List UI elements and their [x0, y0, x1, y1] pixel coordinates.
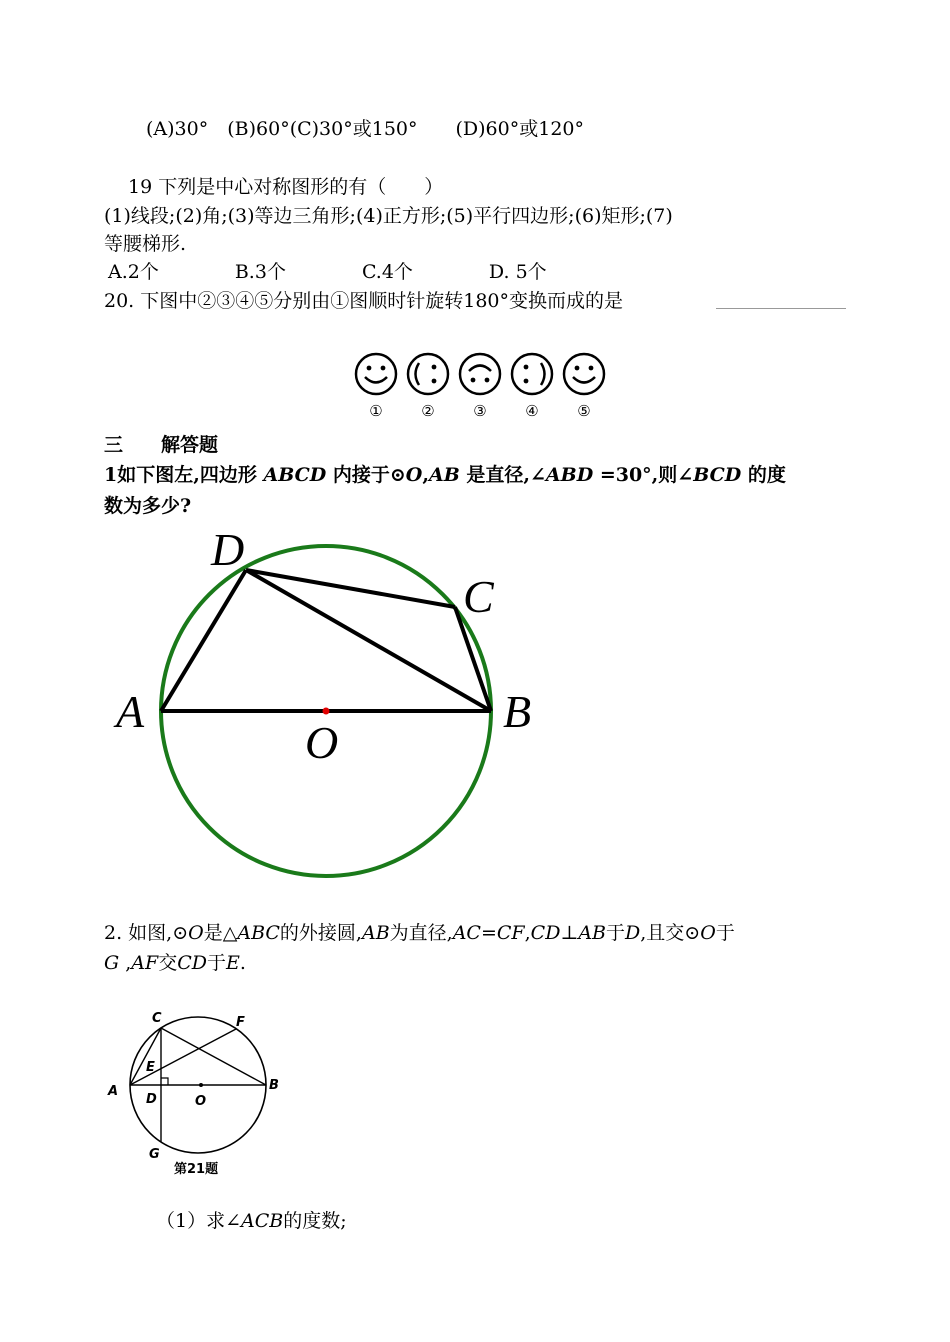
p1-abd: ABD	[545, 464, 594, 486]
p2-text-h: 于	[715, 922, 735, 944]
section-heading: 三 解答题	[104, 434, 219, 456]
p2-g: G	[104, 952, 120, 974]
p2-ab: AB	[361, 922, 390, 944]
p2-text-f: 于	[606, 922, 626, 944]
p1-text-e: 的度	[741, 464, 786, 486]
label-b: B	[503, 686, 532, 737]
problem1-line1	[104, 460, 786, 487]
p2-o: O	[188, 922, 204, 944]
q19-options: A.2个 B.3个 C.4个 D. 5个	[108, 261, 547, 283]
p1-ab: AB	[428, 464, 460, 486]
label-c: C	[463, 571, 494, 622]
smiley-faces-figure	[350, 348, 610, 426]
problem2-sub1	[156, 1206, 347, 1233]
q19-stem: 19 下列是中心对称图形的有（ ）	[128, 176, 444, 198]
p2-text-2a: ,	[119, 952, 132, 974]
smiley-face-1	[356, 354, 396, 394]
fig2-center-point	[199, 1083, 203, 1087]
fig2-label-a: A	[108, 1084, 119, 1099]
p2-text-d: 为直径,	[389, 922, 453, 944]
face-label-1: ①	[369, 402, 383, 420]
figure1-circle-quadrilateral	[100, 520, 560, 890]
p2-cd2: CD	[177, 952, 207, 974]
p1-text-c: 是直径,∠	[459, 464, 546, 486]
fig2-label-e: E	[146, 1060, 155, 1075]
face-label-2: ②	[421, 402, 435, 420]
q19-items-line1: (1)线段;(2)角;(3)等边三角形;(4)正方形;(5)平行四边形;(6)矩形;(7)	[104, 205, 673, 227]
p1-quad: ABCD	[263, 464, 327, 486]
face-label-5: ⑤	[577, 402, 591, 420]
fig2-right-angle-mark	[161, 1078, 168, 1085]
segment-ad	[161, 570, 246, 711]
fig2-label-b: B	[269, 1078, 279, 1093]
p2-abc: ABC	[237, 922, 280, 944]
problem2-line2	[104, 948, 246, 975]
p2-eq: =	[480, 922, 497, 944]
p1-comma: ,	[422, 464, 429, 486]
p2-text-e: ,	[524, 922, 531, 944]
p2-text-c: 的外接圆,	[279, 922, 362, 944]
p2-cd: CD	[530, 922, 561, 944]
figure2-circle-diagram	[100, 1005, 300, 1185]
p2-text-a: 2. 如图,⊙	[104, 922, 189, 944]
p1-text-b: 内接于⊙	[326, 464, 406, 486]
p2-text-2d: .	[239, 952, 246, 974]
p2-cf: CF	[496, 922, 525, 944]
fig2-label-f: F	[236, 1015, 245, 1030]
q20-stem: 20. 下图中②③④⑤分别由①图顺时针旋转180°变换而成的是	[104, 290, 624, 312]
label-a: A	[116, 686, 145, 737]
p2-sub1-a: （1）求∠	[156, 1210, 242, 1232]
p1-text-a: 1如下图左,四边形	[104, 464, 264, 486]
p2-text-g: ,且交⊙	[640, 922, 701, 944]
fig2-label-d: D	[146, 1092, 157, 1107]
p2-ab2: AB	[578, 922, 607, 944]
label-o: O	[305, 717, 339, 768]
p1-circle-o: O	[405, 464, 423, 486]
p2-af: AF	[131, 952, 159, 974]
p2-text-2b: 交	[158, 952, 178, 974]
problem1-line2: 数为多少?	[104, 495, 192, 517]
p2-text-b: 是△	[203, 922, 238, 944]
fig2-label-g: G	[149, 1147, 160, 1162]
p2-d: D	[625, 922, 641, 944]
smiley-face-2	[408, 354, 448, 394]
label-d: D	[211, 524, 245, 575]
face-label-4: ④	[525, 402, 539, 420]
fig2-caption: 第21题	[174, 1162, 219, 1177]
smiley-face-4	[512, 354, 552, 394]
q18-options: (A)30° (B)60°(C)30°或150° (D)60°或120°	[146, 118, 584, 140]
p2-ac: AC	[452, 922, 481, 944]
smiley-face-5	[564, 354, 604, 394]
fig2-label-c: C	[152, 1011, 162, 1026]
center-point	[323, 708, 330, 715]
p2-o2: O	[700, 922, 716, 944]
p1-bcd: BCD	[693, 464, 742, 486]
p2-sub1-b: 的度数;	[283, 1210, 347, 1232]
face-label-3: ③	[473, 402, 487, 420]
smiley-face-3	[460, 354, 500, 394]
p2-text-2c: 于	[206, 952, 226, 974]
problem2-line1	[104, 918, 735, 945]
p2-e: E	[226, 952, 240, 974]
q19-items-line2: 等腰梯形.	[104, 233, 187, 255]
fig2-label-o: O	[195, 1094, 207, 1109]
p1-text-d: =30°,则∠	[593, 464, 694, 486]
fig2-segment-cb	[161, 1028, 266, 1085]
q20-answer-blank	[716, 308, 846, 309]
p2-perp: ⊥	[560, 922, 579, 944]
p2-sub1-acb: ACB	[241, 1210, 284, 1232]
